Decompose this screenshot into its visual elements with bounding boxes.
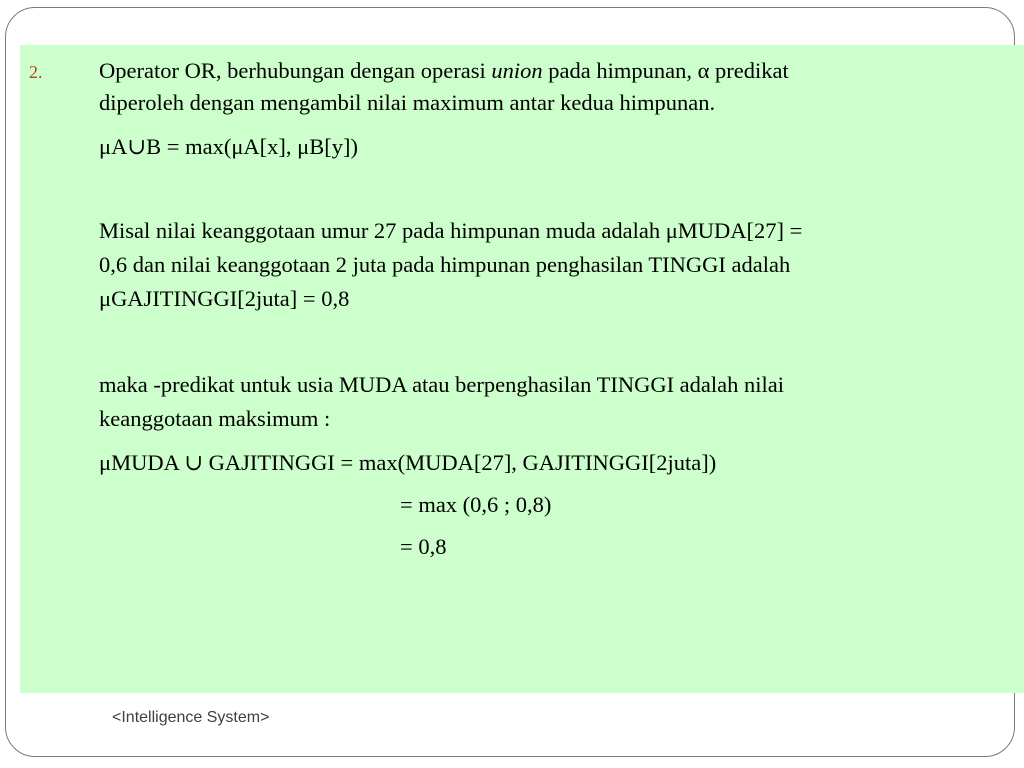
calc-line-1: μMUDA ∪ GAJITINGGI = max(MUDA[27], GAJITINGGI[2juta]) [99, 450, 717, 475]
conclusion-line-1: maka -predikat untuk usia MUDA atau berpenghasilan TINGGI adalah nilai [99, 372, 785, 397]
example-line-2: 0,6 dan nilai keanggotaan 2 juta pada himpunan penghasilan TINGGI adalah [99, 252, 791, 277]
calc-line-2: = max (0,6 ; 0,8) [400, 492, 552, 517]
operator-line-1-before: Operator OR, berhubungan dengan operasi [99, 58, 492, 83]
item-number: 2. [29, 62, 43, 82]
example-line-3: μGAJITINGGI[2juta] = 0,8 [99, 286, 350, 311]
operator-line-2: diperoleh dengan mengambil nilai maximum antar kedua himpunan. [99, 90, 716, 115]
union-formula: μA∪B = max(μA[x], μB[y]) [99, 134, 358, 159]
operator-line-1 [99, 56, 789, 86]
example-line-1: Misal nilai keanggotaan umur 27 pada himpunan muda adalah μMUDA[27] = [99, 218, 803, 243]
calc-line-3: = 0,8 [400, 534, 447, 559]
union-term: union [491, 58, 543, 83]
operator-line-1-after: pada himpunan, α predikat [542, 58, 789, 83]
footer-text: <Intelligence System> [112, 709, 270, 726]
conclusion-line-2: keanggotaan maksimum : [99, 406, 331, 431]
